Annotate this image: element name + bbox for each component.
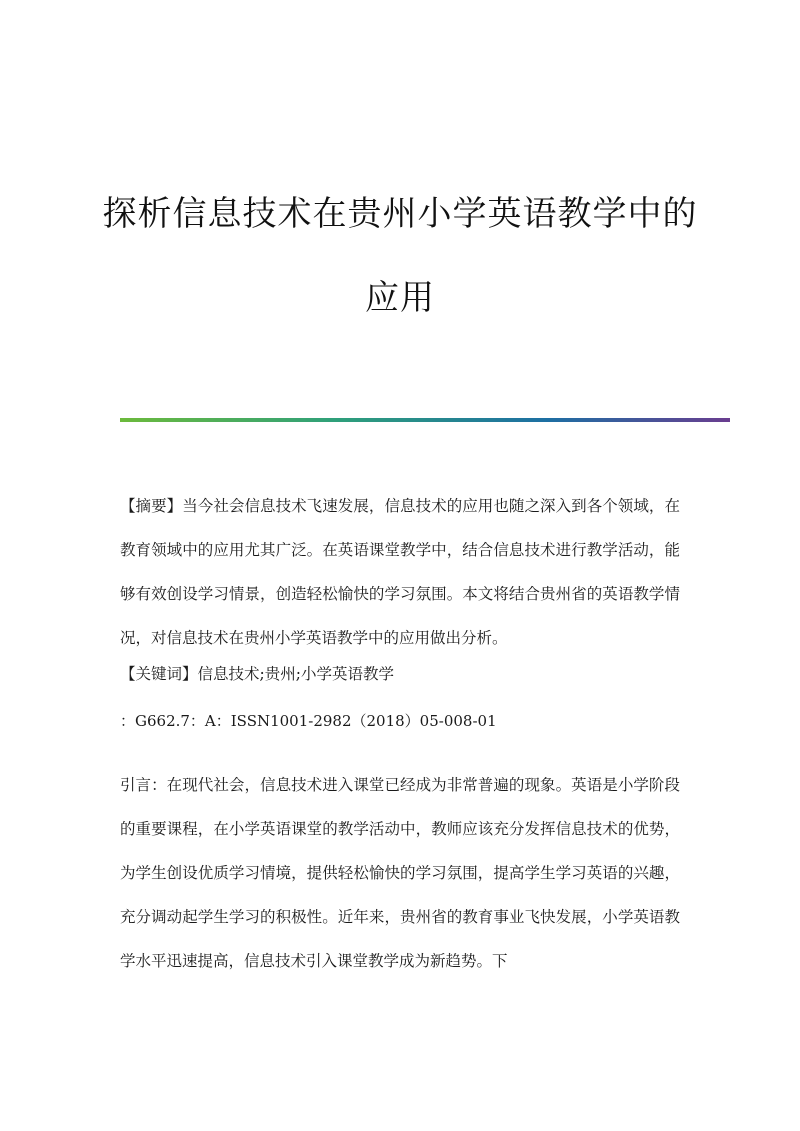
keywords-paragraph <box>120 652 680 696</box>
abstract-text: 当今社会信息技术飞速发展，信息技术的应用也随之深入到各个领域，在教育领域中的应用尤其广泛。在英语课堂教学中，结合信息技术进行教学活动，能够有效创设学习情景，创造轻松愉快的学习氛围。本文将结合贵州省的英语教学情况，对信息技术在贵州小学英语教学中的应用做出分析。 <box>120 497 680 647</box>
paper-title-line-1: 探析信息技术在贵州小学英语教学中的 <box>102 194 698 234</box>
abstract-paragraph <box>120 484 680 660</box>
keywords-text: 信息技术;贵州;小学英语教学 <box>197 665 394 683</box>
introduction-paragraph: 引言：在现代社会，信息技术进入课堂已经成为非常普遍的现象。英语是小学阶段的重要课程，在小学英语课堂的教学活动中，教师应该充分发挥信息技术的优势，为学生创设优质学习情境，提供轻松愉快的学习氛围，提高学生学习英语的兴趣，充分调动起学生学习的积极性。近年来，贵州省的教育事业飞快发展，小学英语教学水平迅速提高，信息技术引入课堂教学成为新趋势。下 <box>120 776 680 970</box>
title-divider <box>120 418 730 422</box>
abstract-label: 【摘要】 <box>120 497 183 515</box>
paper-title-line-2: 应用 <box>365 278 435 318</box>
keywords-label: 【关键词】 <box>120 665 198 683</box>
classification-line: ：G662.7：A：ISSN1001-2982（2018）05-008-01 <box>120 712 497 730</box>
